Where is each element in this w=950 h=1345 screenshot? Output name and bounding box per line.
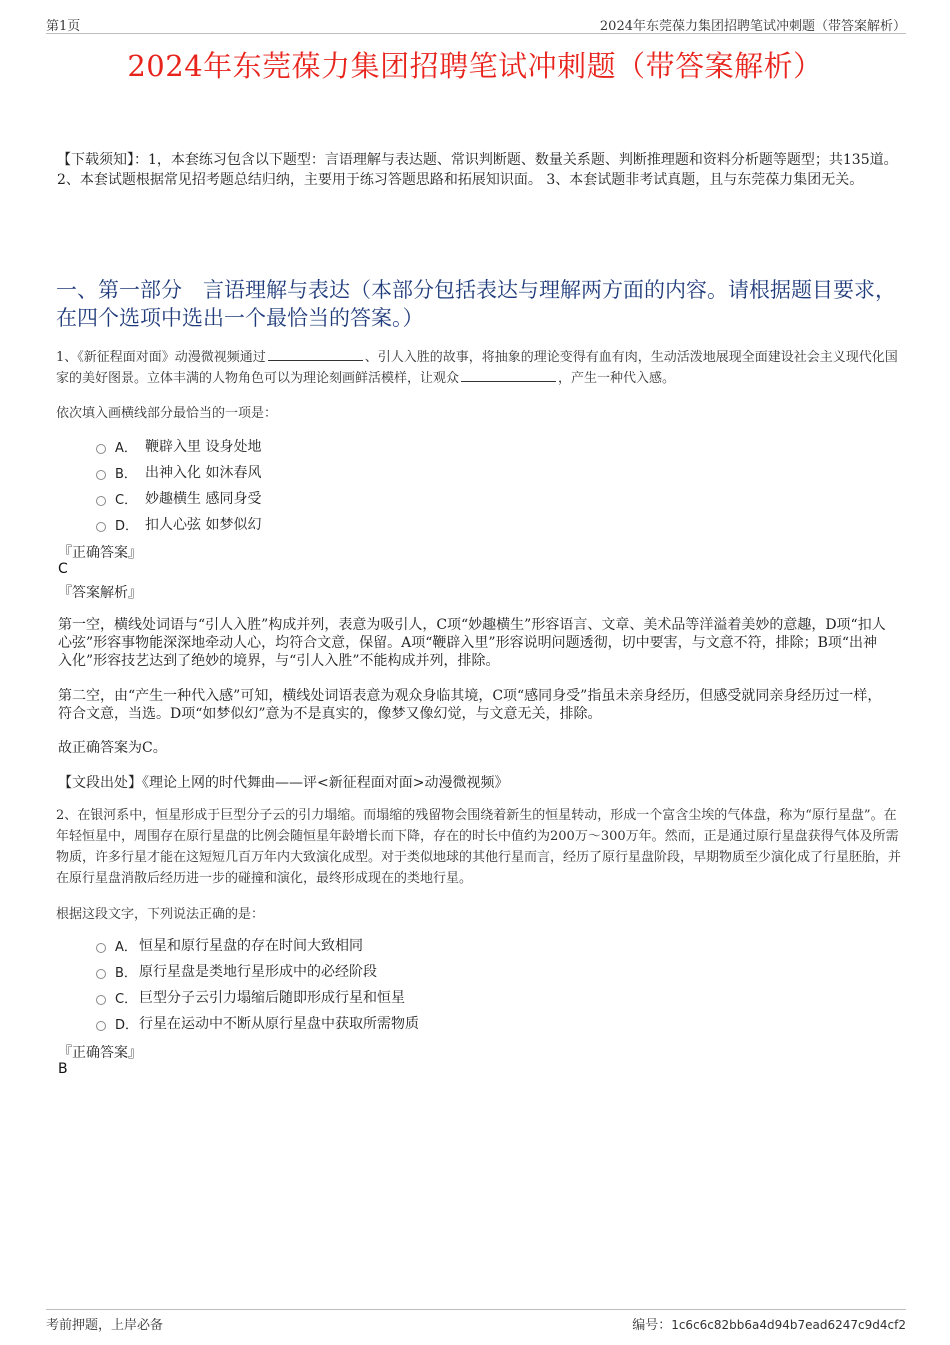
- option-letter: C．: [115, 492, 138, 508]
- option-text: 行星在运动中不断从原行星盘中获取所需物质: [139, 1016, 419, 1032]
- analysis-conclusion: 故正确答案为C。: [58, 740, 167, 756]
- radio-button[interactable]: [96, 995, 106, 1005]
- question-1-prompt: 依次填入画横线部分最恰当的一项是：: [56, 406, 278, 421]
- analysis-label: 『答案解析』: [58, 585, 142, 601]
- option-text: 原行星盘是类地行星形成中的必经阶段: [139, 964, 377, 980]
- answer-label: 『正确答案』: [58, 545, 142, 561]
- option-letter: D．: [115, 518, 139, 534]
- option-b[interactable]: [96, 958, 419, 984]
- radio-button[interactable]: [96, 969, 106, 979]
- option-text: 鞭辟入里 设身处地: [145, 439, 262, 455]
- option-d[interactable]: [96, 1010, 419, 1036]
- option-text: 出神入化 如沐春风: [145, 465, 262, 481]
- option-letter: C．: [115, 991, 138, 1007]
- analysis-paragraph-2: 第二空，由“产生一种代入感”可知，横线处词语表意为观众身临其境，C项“感同身受”指虽未亲身经历，但感受就同亲身经历过一样，符合文意，当选。D项“如梦似幻”意为不是真实的，像梦又像幻觉，与文意无关，排除。: [58, 688, 882, 722]
- download-notice: 【下载须知】：1，本套练习包含以下题型：言语理解与表达题、常识判断题、数量关系题、判断推理题和资料分析题等题型；共135道。 2、本套试题根据常见招考题总结归纳，主要用于练习答题思路和拓展知识面。 3、本套试题非考试真题，且与东莞葆力集团无关。: [57, 152, 898, 188]
- answer-value: C: [58, 561, 68, 577]
- question-1-text: [56, 347, 901, 389]
- answer-label: 『正确答案』: [58, 1045, 142, 1061]
- option-text: 恒星和原行星盘的存在时间大致相同: [139, 938, 363, 954]
- footer-slogan: 考前押题，上岸必备: [46, 1318, 164, 1333]
- page-header: [46, 15, 906, 34]
- option-letter: D．: [115, 1017, 139, 1033]
- blank-line: [268, 348, 363, 361]
- radio-button[interactable]: [96, 1021, 106, 1031]
- option-letter: A．: [115, 939, 137, 955]
- option-c[interactable]: [96, 485, 261, 511]
- header-doc-title: 2024年东莞葆力集团招聘笔试冲刺题（带答案解析）: [599, 19, 906, 34]
- option-c[interactable]: [96, 984, 419, 1010]
- radio-button[interactable]: [96, 470, 106, 480]
- question-1-text-part-b: 、引人入胜的故事，将抽象的理论变得有血有肉，生动活泼地展现全面建设社会主义现代化国家的美好图景。立体丰满的人物角色可以为理论刻画鲜活模样，让观众: [56, 350, 898, 386]
- option-a[interactable]: [96, 433, 261, 459]
- radio-button[interactable]: [96, 444, 106, 454]
- question-2-text: 2、在银河系中，恒星形成于巨型分子云的引力塌缩。而塌缩的残留物会围绕着新生的恒星转动，形成一个富含尘埃的气体盘，称为“原行星盘”。在年轻恒星中，周围存在原行星盘的比例会随恒星年龄增长而下降，存在的时长中值约为200万～300万年。然而，正是通过原行星盘获得气体及所需物质，许多行星才能在这短短几百万年内大致演化成型。对于类似地球的其他行星而言，经历了原行星盘阶段，早期物质至少演化成了行星胚胎，并在原行星盘消散后经历进一步的碰撞和演化，最终形成现在的类地行星。: [56, 808, 902, 886]
- source-citation: 【文段出处】《理论上网的时代舞曲——评<新征程面对面>动漫微视频》: [58, 775, 509, 791]
- option-b[interactable]: [96, 459, 261, 485]
- radio-button[interactable]: [96, 522, 106, 532]
- question-1-text-part-a: 1、《新征程面对面》动漫微视频通过: [56, 350, 266, 365]
- page-number: 第1页: [46, 19, 81, 34]
- option-d[interactable]: [96, 511, 261, 537]
- question-1-options: [96, 433, 261, 537]
- section-heading: 一、第一部分 言语理解与表达（本部分包括表达与理解两方面的内容。请根据题目要求，在四个选项中选出一个最恰当的答案。）: [56, 278, 896, 330]
- document-title: 2024年东莞葆力集团招聘笔试冲刺题（带答案解析）: [127, 49, 823, 83]
- option-letter: B．: [115, 466, 137, 482]
- code-label: 编号：: [632, 1318, 672, 1333]
- option-text: 妙趣横生 感同身受: [145, 491, 262, 507]
- question-2-prompt: 根据这段文字，下列说法正确的是：: [56, 907, 265, 922]
- option-text: 扣人心弦 如梦似幻: [145, 517, 262, 533]
- option-letter: A．: [115, 440, 137, 456]
- code-value: 1c6c6c82bb6a4d94b7ead6247c9d4cf2: [671, 1318, 906, 1332]
- question-2-options: [96, 932, 419, 1036]
- blank-line: [461, 369, 556, 382]
- radio-button[interactable]: [96, 496, 106, 506]
- option-a[interactable]: [96, 932, 419, 958]
- option-text: 巨型分子云引力塌缩后随即形成行星和恒星: [139, 990, 405, 1006]
- answer-value: B: [58, 1061, 68, 1077]
- analysis-paragraph-1: 第一空，横线处词语与“引人入胜”构成并列，表意为吸引人，C项“妙趣横生”形容语言、文章、美术品等洋溢着美妙的意趣，D项“扣人心弦”形容事物能深深地牵动人心，均符合文意，保留。A项“鞭辟入里”形容说明问题透彻，切中要害，与文意不符，排除；B项“出神入化”形容技艺达到了绝妙的境界，与“引人入胜”不能构成并列，排除。: [58, 617, 886, 669]
- radio-button[interactable]: [96, 943, 106, 953]
- page-footer: [46, 1309, 906, 1332]
- document-code: [632, 1314, 906, 1333]
- question-1-text-part-c: ，产生一种代入感。: [558, 371, 676, 386]
- option-letter: B．: [115, 965, 137, 981]
